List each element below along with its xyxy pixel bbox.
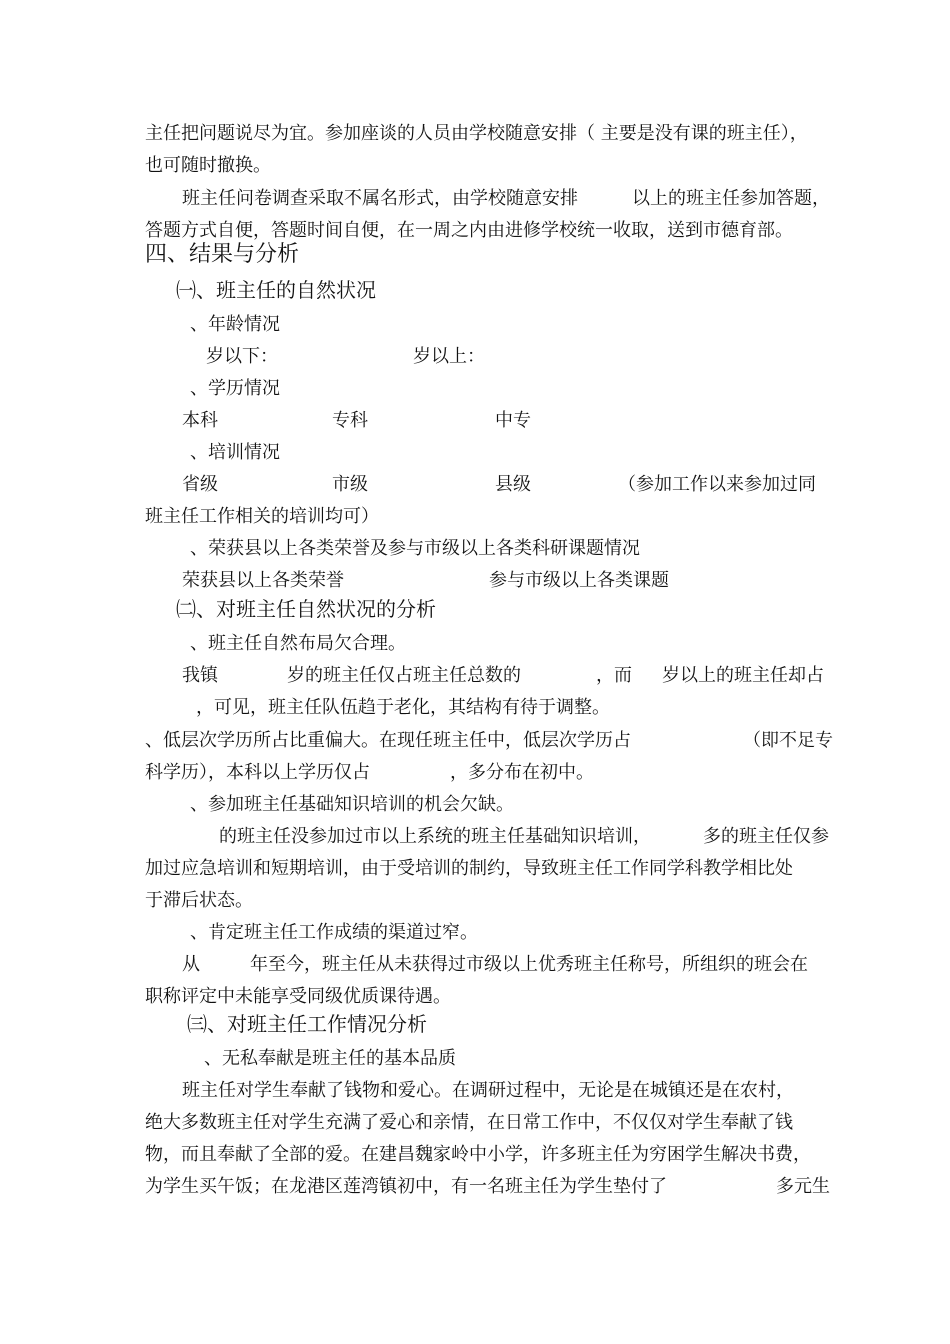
text-line: 中专 xyxy=(495,410,531,431)
text-line: 市级 xyxy=(332,474,368,495)
text-line: 省级 xyxy=(182,474,218,495)
text-line: 参与市级以上各类课题 xyxy=(489,570,669,591)
text-line: ，多分布在初中。 xyxy=(450,762,594,783)
text-line: 职称评定中未能享受同级优质课待遇。 xyxy=(145,986,451,1007)
text-line: 于滞后状态。 xyxy=(145,890,253,911)
text-line: 岁以下： xyxy=(206,346,278,367)
text-line: 专科 xyxy=(332,410,368,431)
text-line: 主任把问题说尽为宜。参加座谈的人员由学校随意安排（ 主要是没有课的班主任）， xyxy=(145,123,808,144)
text-line: 岁的班主任仅占班主任总数的 xyxy=(287,665,521,686)
text-line: 科学历），本科以上学历仅占 xyxy=(145,762,370,783)
text-line: 班主任对学生奉献了钱物和爱心。在调研过程中，无论是在城镇还是在农村， xyxy=(182,1080,794,1101)
text-line: 从 xyxy=(182,954,200,975)
text-line: 、班主任自然布局欠合理。 xyxy=(190,633,406,654)
text-line: 多的班主任仅参 xyxy=(703,826,829,847)
section-heading: ㈢、对班主任工作情况分析 xyxy=(187,1012,427,1036)
text-line: 为学生买午饭；在龙港区莲湾镇初中，有一名班主任为学生垫付了 xyxy=(145,1176,667,1197)
text-line: 多元生 xyxy=(776,1176,830,1197)
text-line: 也可随时撤换。 xyxy=(145,155,271,176)
text-line: 、参加班主任基础知识培训的机会欠缺。 xyxy=(190,794,514,815)
text-line: 班主任工作相关的培训均可） xyxy=(145,506,379,527)
text-line: 年至今，班主任从未获得过市级以上优秀班主任称号，所组织的班会在 xyxy=(250,954,808,975)
text-line: ，而 xyxy=(596,665,632,686)
text-line: 答题方式自便，答题时间自便，在一周之内由进修学校统一收取，送到市德育部。 xyxy=(145,220,793,241)
text-line: 本科 xyxy=(182,410,218,431)
text-line: 岁以上： xyxy=(413,346,485,367)
text-line: 、培训情况 xyxy=(190,442,280,463)
text-line: 县级 xyxy=(495,474,531,495)
text-line: 以上的班主任参加答题， xyxy=(632,188,830,209)
text-line: 、低层次学历所占比重偏大。在现任班主任中，低层次学历占 xyxy=(145,730,631,751)
text-line: 、肯定班主任工作成绩的渠道过窄。 xyxy=(190,922,478,943)
section-heading: ㈠、班主任的自然状况 xyxy=(176,278,376,302)
text-line: 班主任问卷调查采取不属名形式，由学校随意安排 xyxy=(182,188,578,209)
text-line: 物，而且奉献了全部的爱。在建昌魏家岭中小学，许多班主任为穷困学生解决书费， xyxy=(145,1144,811,1165)
text-line: 岁以上的班主任却占 xyxy=(662,665,824,686)
text-line: 、荣获县以上各类荣誉及参与市级以上各类科研课题情况 xyxy=(190,538,640,559)
section-heading: 四、结果与分析 xyxy=(145,242,300,267)
section-heading: ㈡、对班主任自然状况的分析 xyxy=(176,597,436,621)
text-line: ，可见，班主任队伍趋于老化，其结构有待于调整。 xyxy=(196,697,610,718)
text-line: 的班主任没参加过市以上系统的班主任基础知识培训， xyxy=(219,826,651,847)
text-line: （即不足专 xyxy=(743,730,833,751)
text-line: 绝大多数班主任对学生充满了爱心和亲情，在日常工作中，不仅仅对学生奉献了钱 xyxy=(145,1112,793,1133)
text-line: （参加工作以来参加过同 xyxy=(618,474,816,495)
text-line: 荣获县以上各类荣誉 xyxy=(182,570,344,591)
text-line: 加过应急培训和短期培训，由于受培训的制约，导致班主任工作同学科教学相比处 xyxy=(145,858,793,879)
text-line: 、学历情况 xyxy=(190,378,280,399)
text-line: 我镇 xyxy=(182,665,218,686)
text-line: 、年龄情况 xyxy=(190,314,280,335)
text-line: 、无私奉献是班主任的基本品质 xyxy=(204,1048,456,1069)
